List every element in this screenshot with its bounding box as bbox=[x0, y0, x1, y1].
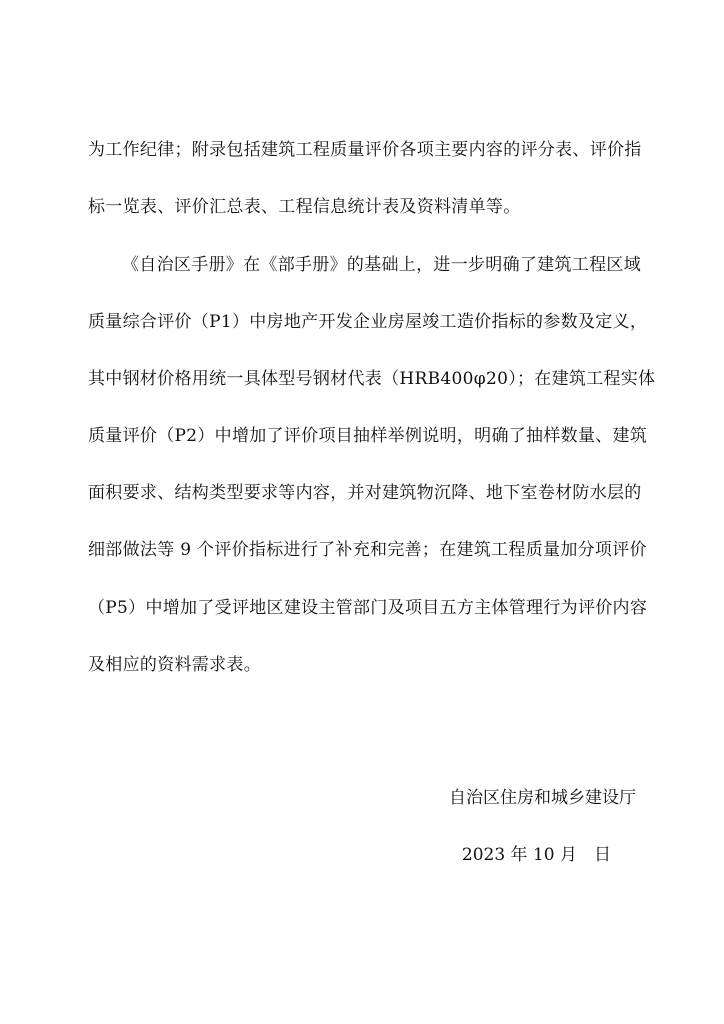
paragraph-line: （P5）中增加了受评地区建设主管部门及项目五方主体管理行为评价内容 bbox=[88, 598, 648, 618]
paragraph-line: 为工作纪律；附录包括建筑工程质量评价各项主要内容的评分表、评价指 bbox=[88, 140, 642, 160]
paragraph-line: 质量综合评价（P1）中房地产开发企业房屋竣工造价指标的参数及定义， bbox=[88, 312, 648, 332]
paragraph-line: 及相应的资料需求表。 bbox=[88, 655, 261, 675]
paragraph-line: 质量评价（P2）中增加了评价项目抽样举例说明，明确了抽样数量、建筑 bbox=[88, 426, 648, 446]
paragraph-line: 面积要求、结构类型要求等内容，并对建筑物沉降、地下室卷材防水层的 bbox=[88, 483, 642, 503]
paragraph-line: 其中钢材价格用统一具体型号钢材代表（HRB400φ20）；在建筑工程实体 bbox=[88, 369, 656, 389]
paragraph-line: 细部做法等 9 个评价指标进行了补充和完善；在建筑工程质量加分项评价 bbox=[88, 540, 647, 560]
paragraph-line: 标一览表、评价汇总表、工程信息统计表及资料清单等。 bbox=[88, 197, 521, 217]
paragraph-line: 《自治区手册》在《部手册》的基础上，进一步明确了建筑工程区域 bbox=[122, 255, 641, 275]
issue-date: 2023 年 10 月 日 bbox=[461, 845, 611, 865]
issuer-name: 自治区住房和城乡建设厅 bbox=[449, 788, 636, 808]
